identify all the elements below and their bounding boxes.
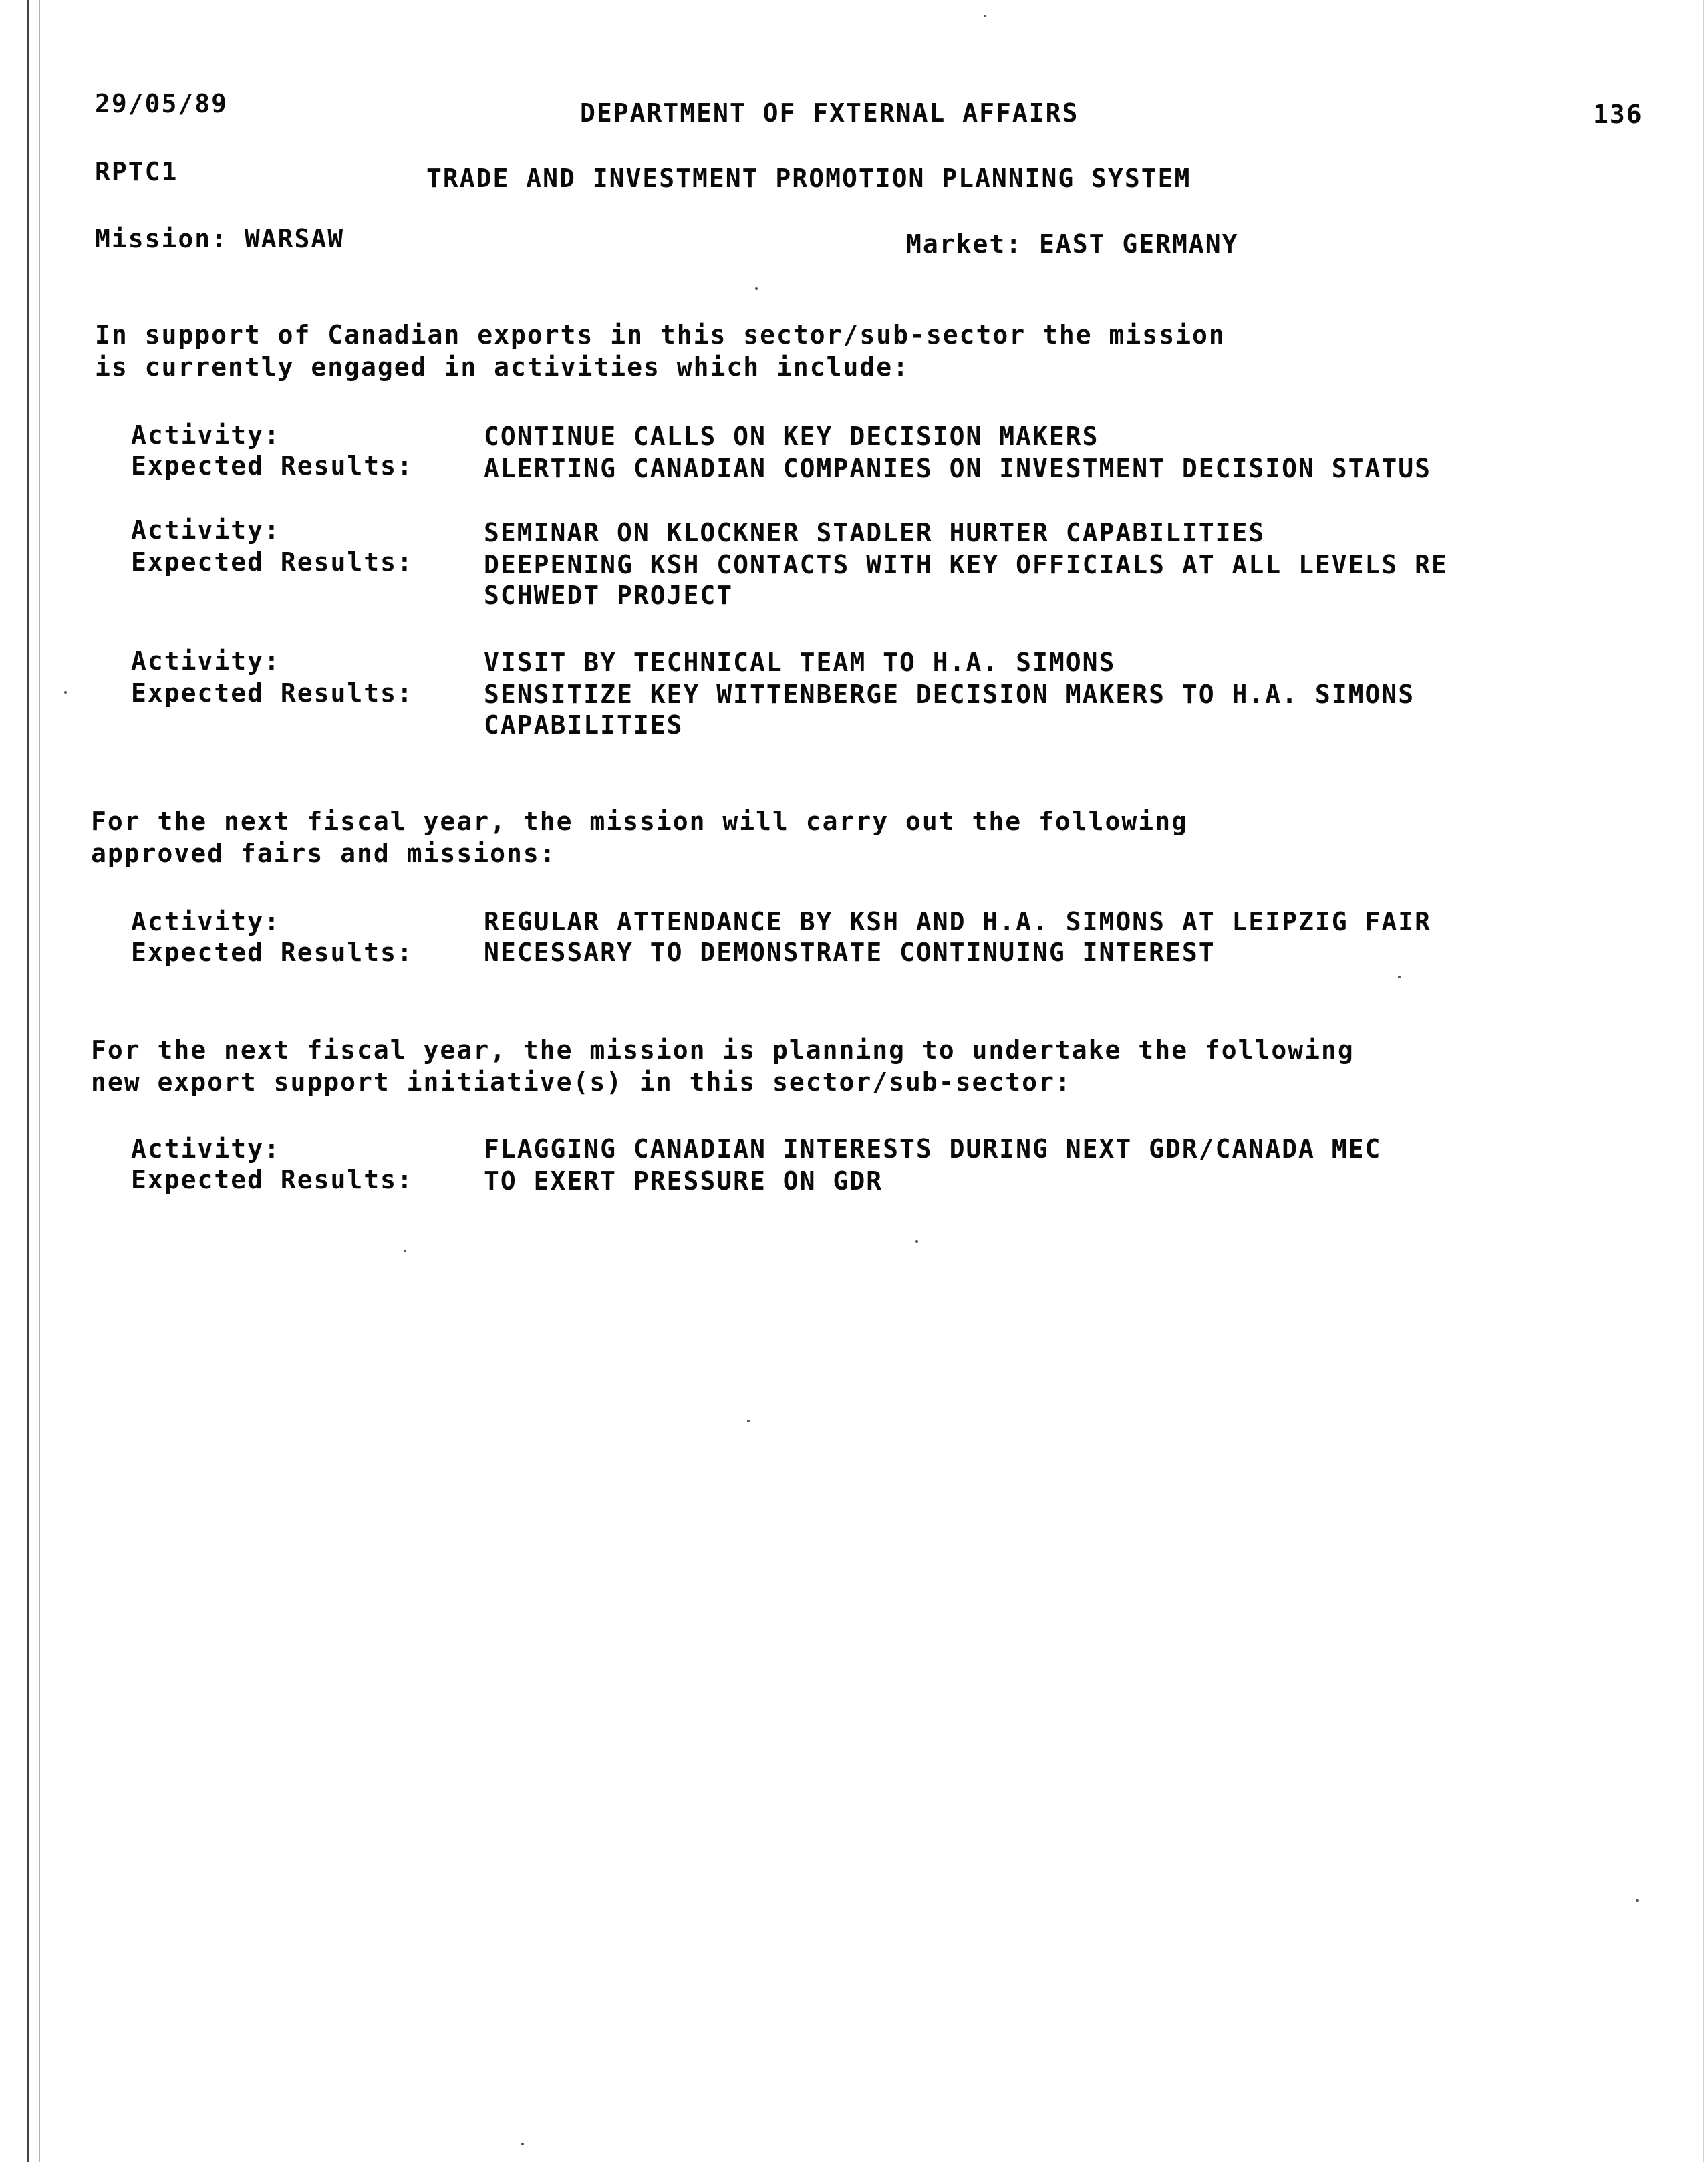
section-intro-line: For the next fiscal year, the mission is planning to undertake the following	[91, 1035, 1355, 1065]
activity-value: REGULAR ATTENDANCE BY KSH AND H.A. SIMONS AT LEIPZIG FAIR	[484, 907, 1432, 936]
scan-speck	[1636, 1899, 1639, 1902]
expected-results-label: Expected Results:	[131, 678, 414, 708]
scan-speck	[404, 1250, 406, 1252]
mission-label: Mission: WARSAW	[95, 224, 345, 253]
section-intro-line: new export support initiative(s) in this sector/sub-sector:	[91, 1067, 1072, 1097]
page-edge-left-inner	[39, 0, 40, 2162]
section-intro-line: In support of Canadian exports in this sector/sub-sector the mission	[95, 320, 1226, 350]
scan-speck	[64, 691, 67, 694]
activity-value: CONTINUE CALLS ON KEY DECISION MAKERS	[484, 422, 1099, 451]
expected-results-value: SCHWEDT PROJECT	[484, 581, 734, 610]
expected-results-value: TO EXERT PRESSURE ON GDR	[484, 1166, 883, 1196]
page-number: 136	[1593, 100, 1643, 129]
page-edge-left	[27, 0, 29, 2162]
expected-results-label: Expected Results:	[131, 451, 414, 481]
section-intro-line: is currently engaged in activities which include:	[95, 352, 910, 382]
scan-speck	[521, 2143, 524, 2145]
activity-label: Activity:	[131, 907, 281, 936]
expected-results-value: CAPABILITIES	[484, 710, 684, 740]
scan-speck	[984, 15, 986, 17]
activity-label: Activity:	[131, 646, 281, 676]
scan-speck	[915, 1240, 918, 1243]
section-intro-line: approved fairs and missions:	[91, 839, 557, 868]
section-intro-line: For the next fiscal year, the mission will carry out the following	[91, 807, 1188, 836]
scan-speck	[755, 287, 758, 290]
activity-label: Activity:	[131, 1134, 281, 1164]
report-code: RPTC1	[95, 157, 178, 186]
expected-results-value: NECESSARY TO DEMONSTRATE CONTINUING INTEREST	[484, 938, 1216, 967]
expected-results-label: Expected Results:	[131, 938, 414, 967]
scan-speck	[1398, 976, 1401, 978]
report-date: 29/05/89	[95, 89, 229, 118]
activity-value: SEMINAR ON KLOCKNER STADLER HURTER CAPABILITIES	[484, 518, 1266, 547]
expected-results-label: Expected Results:	[131, 1165, 414, 1194]
activity-value: VISIT BY TECHNICAL TEAM TO H.A. SIMONS	[484, 648, 1116, 677]
market-label: Market: EAST GERMANY	[906, 229, 1239, 259]
system-title: TRADE AND INVESTMENT PROMOTION PLANNING SYSTEM	[426, 164, 1191, 193]
scan-speck	[747, 1420, 750, 1422]
activity-label: Activity:	[131, 420, 281, 450]
expected-results-label: Expected Results:	[131, 547, 414, 577]
activity-label: Activity:	[131, 515, 281, 545]
expected-results-value: DEEPENING KSH CONTACTS WITH KEY OFFICIALS AT ALL LEVELS RE	[484, 550, 1448, 579]
activity-value: FLAGGING CANADIAN INTERESTS DURING NEXT GDR/CANADA MEC	[484, 1134, 1382, 1164]
page-edge-right	[1703, 0, 1704, 2162]
department-title: DEPARTMENT OF FXTERNAL AFFAIRS	[580, 98, 1079, 128]
expected-results-value: ALERTING CANADIAN COMPANIES ON INVESTMENT DECISION STATUS	[484, 454, 1432, 483]
expected-results-value: SENSITIZE KEY WITTENBERGE DECISION MAKERS TO H.A. SIMONS	[484, 680, 1415, 709]
